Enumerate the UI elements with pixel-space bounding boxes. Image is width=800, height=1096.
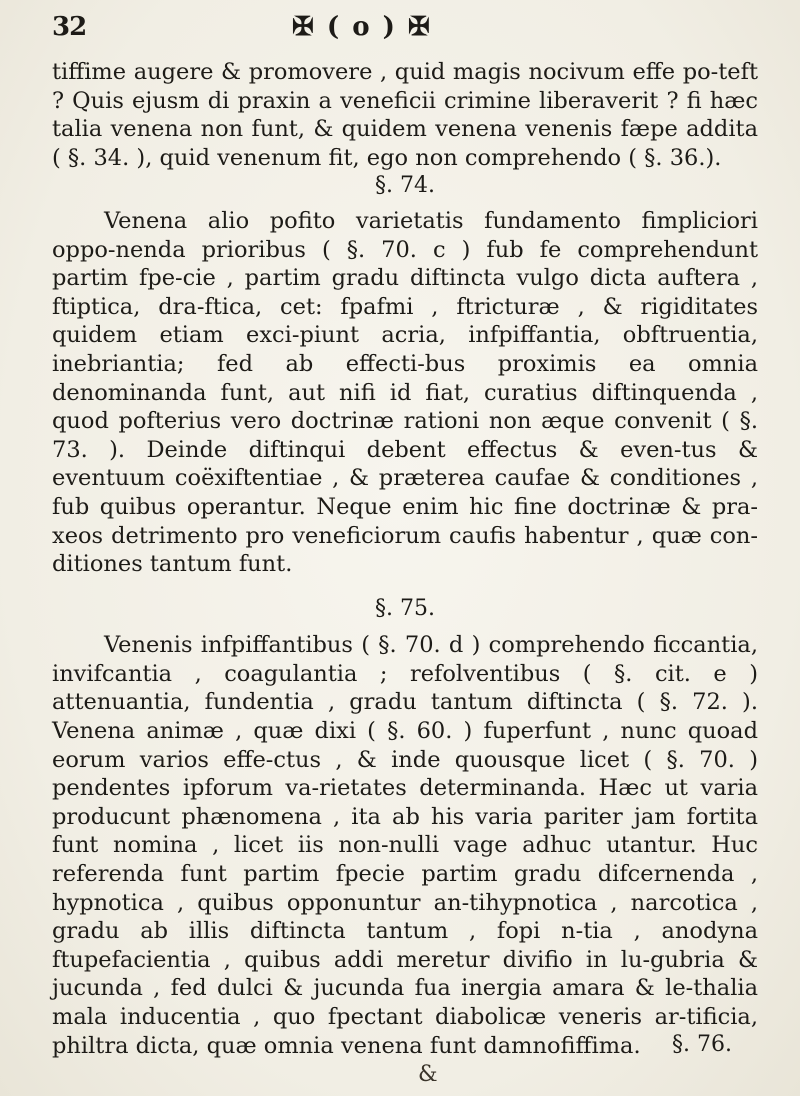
page-number: 32: [52, 12, 87, 42]
section-heading-75: §. 75.: [375, 595, 435, 621]
paragraph-74: Venena alio pofito varietatis fundamento fimpliciori oppo-nenda prioribus ( §. 70. c ) fub fe comprehendunt partim fpe-cie , partim gradu diftincta vulgo dicta auftera , ftiptica, dra-ftica, cet: fpafmi , ftricturæ , & rigiditates quidem etiam exci-piunt acria, infpiffantia, obftruentia, inebriantia; fed ab effecti-bus proximis ea omnia denominanda funt, aut nifi id fiat, curatius diftinquenda , quod pofterius vero doctrinæ rationi non æque convenit ( §. 73. ). Deinde diftinqui debent effectus & even-tus & eventuum coëxiftentiae , & præterea caufae & conditiones , fub quibus operantur. Neque enim hic fine doctrinæ & pra-xeos detrimento pro veneficiorum caufis habentur , quæ con-ditiones tantum funt.: [52, 207, 758, 578]
paragraph-75: Venenis infpiffantibus ( §. 70. d ) comprehendo ficcantia, invifcantia , coagulantia ; refolventibus ( §. cit. e ) attenuantia, fundentia , gradu tantum diftincta ( §. 72. ). Venena animæ , quæ dixi ( §. 60. ) fuperfunt , nunc quoad eorum varios effe-ctus , & inde quousque licet ( §. 70. ) pendentes ipforum va-rietates determinanda. Hæc ut varia producunt phænomena , ita ab his varia pariter jam fortita funt nomina , licet iis non-nulli vage adhuc utantur. Huc referenda funt partim fpecie partim gradu difcernenda , hypnotica , quibus opponuntur an-tihypnotica , narcotica , gradu ab illis diftincta tantum , fopi n-tia , anodyna ftupefacientia , quibus addi meretur divifio in lu-gubria & jucunda , fed dulci & jucunda fua inergia amara & le-thalia mala inducentia , quo fpectant diabolicæ veneris ar-tificia, philtra dicta, quæ omnia venena funt damnofiffima.: [52, 632, 758, 1059]
paragraph-continuation: tiffime augere & promovere , quid magis nocivum effe po-teft ? Quis ejusm di praxin a veneficii crimine liberaverit ? fi hæc talia venena non funt, & quidem venena venenis fæpe addita ( §. 34. ), quid venenum fit, ego non comprehendo ( §. 36.).: [52, 59, 758, 171]
printer-mark: &: [418, 1062, 438, 1087]
page-header: [52, 12, 752, 52]
section-heading-74: §. 74.: [375, 173, 435, 199]
body-text: [52, 58, 758, 1060]
header-ornament: ✠ ( o ) ✠: [292, 12, 432, 42]
catchword: §. 76.: [672, 1032, 732, 1057]
